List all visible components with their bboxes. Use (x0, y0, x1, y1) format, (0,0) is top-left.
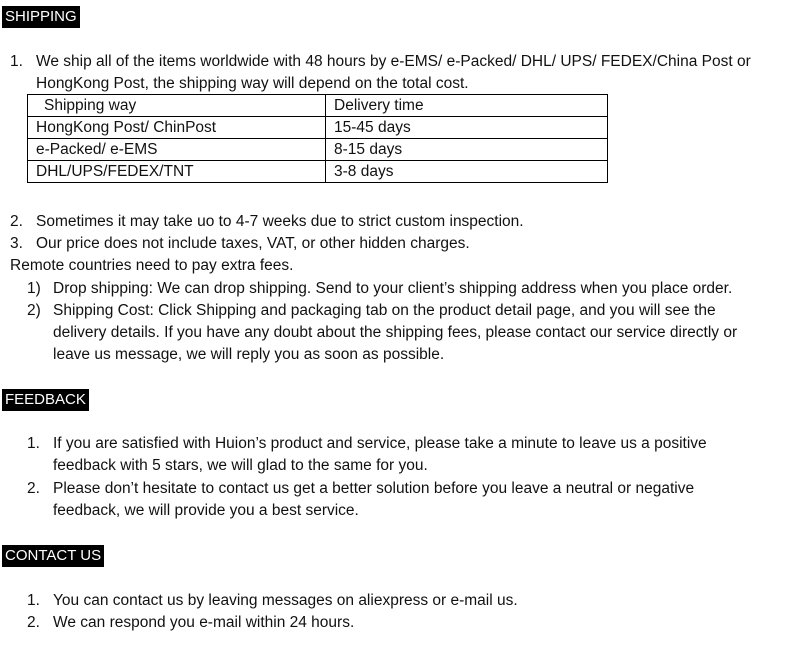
feedback-item-2-line-2: feedback, we will provide you a best service. (53, 502, 359, 519)
table-cell-way: HongKong Post/ ChinPost (28, 117, 326, 139)
feedback-header: FEEDBACK (2, 389, 89, 411)
shipping-item-1-number: 1. (10, 53, 23, 70)
shipping-item-2-number: 2. (10, 213, 23, 230)
table-cell-way: DHL/UPS/FEDEX/TNT (28, 161, 326, 183)
shipping-item-3-text: Our price does not include taxes, VAT, or other hidden charges. (36, 235, 470, 252)
shipping-sub-2-line-3: leave us message, we will reply you as soon as possible. (53, 346, 445, 363)
shipping-header: SHIPPING (2, 6, 80, 28)
feedback-item-1-line-2: feedback with 5 stars, we will glad to the same for you. (53, 457, 428, 474)
contact-item-2-number: 2. (27, 614, 40, 631)
shipping-sub-2-line-2: delivery details. If you have any doubt about the shipping fees, please contact our service directly or (53, 324, 738, 341)
table-row (28, 139, 608, 161)
table-cell-time: 8-15 days (326, 139, 608, 161)
contact-header: CONTACT US (2, 545, 104, 567)
remote-countries-note: Remote countries need to pay extra fees. (10, 257, 294, 274)
shipping-item-1-line-1: We ship all of the items worldwide with 48 hours by e-EMS/ e-Packed/ DHL/ UPS/ FEDEX/China Post or (36, 53, 751, 70)
shipping-item-1-line-2: HongKong Post, the shipping way will depend on the total cost. (36, 75, 469, 92)
shipping-table-header-time: Delivery time (326, 95, 608, 117)
shipping-table-header-row (28, 95, 608, 117)
table-row (28, 117, 608, 139)
table-cell-time: 3-8 days (326, 161, 608, 183)
shipping-table (27, 94, 608, 183)
feedback-item-1-line-1: If you are satisfied with Huion’s product and service, please take a minute to leave us a positive (53, 435, 707, 452)
shipping-sub-1-number: 1) (27, 280, 41, 297)
shipping-item-3-number: 3. (10, 235, 23, 252)
contact-item-2-text: We can respond you e-mail within 24 hours. (53, 614, 355, 631)
feedback-item-2-line-1: Please don’t hesitate to contact us get a better solution before you leave a neutral or negative (53, 480, 695, 497)
feedback-item-2-number: 2. (27, 480, 40, 497)
contact-item-1-text: You can contact us by leaving messages on aliexpress or e-mail us. (53, 592, 518, 609)
shipping-sub-2-number: 2) (27, 302, 41, 319)
table-cell-way: e-Packed/ e-EMS (28, 139, 326, 161)
shipping-sub-1-text: Drop shipping: We can drop shipping. Send to your client’s shipping address when you place order. (53, 280, 733, 297)
shipping-table-header-way: Shipping way (28, 95, 326, 117)
shipping-item-2-text: Sometimes it may take uo to 4-7 weeks due to strict custom inspection. (36, 213, 524, 230)
table-row (28, 161, 608, 183)
table-cell-time: 15-45 days (326, 117, 608, 139)
feedback-item-1-number: 1. (27, 435, 40, 452)
contact-item-1-number: 1. (27, 592, 40, 609)
shipping-sub-2-line-1: Shipping Cost: Click Shipping and packaging tab on the product detail page, and you will see the (53, 302, 716, 319)
